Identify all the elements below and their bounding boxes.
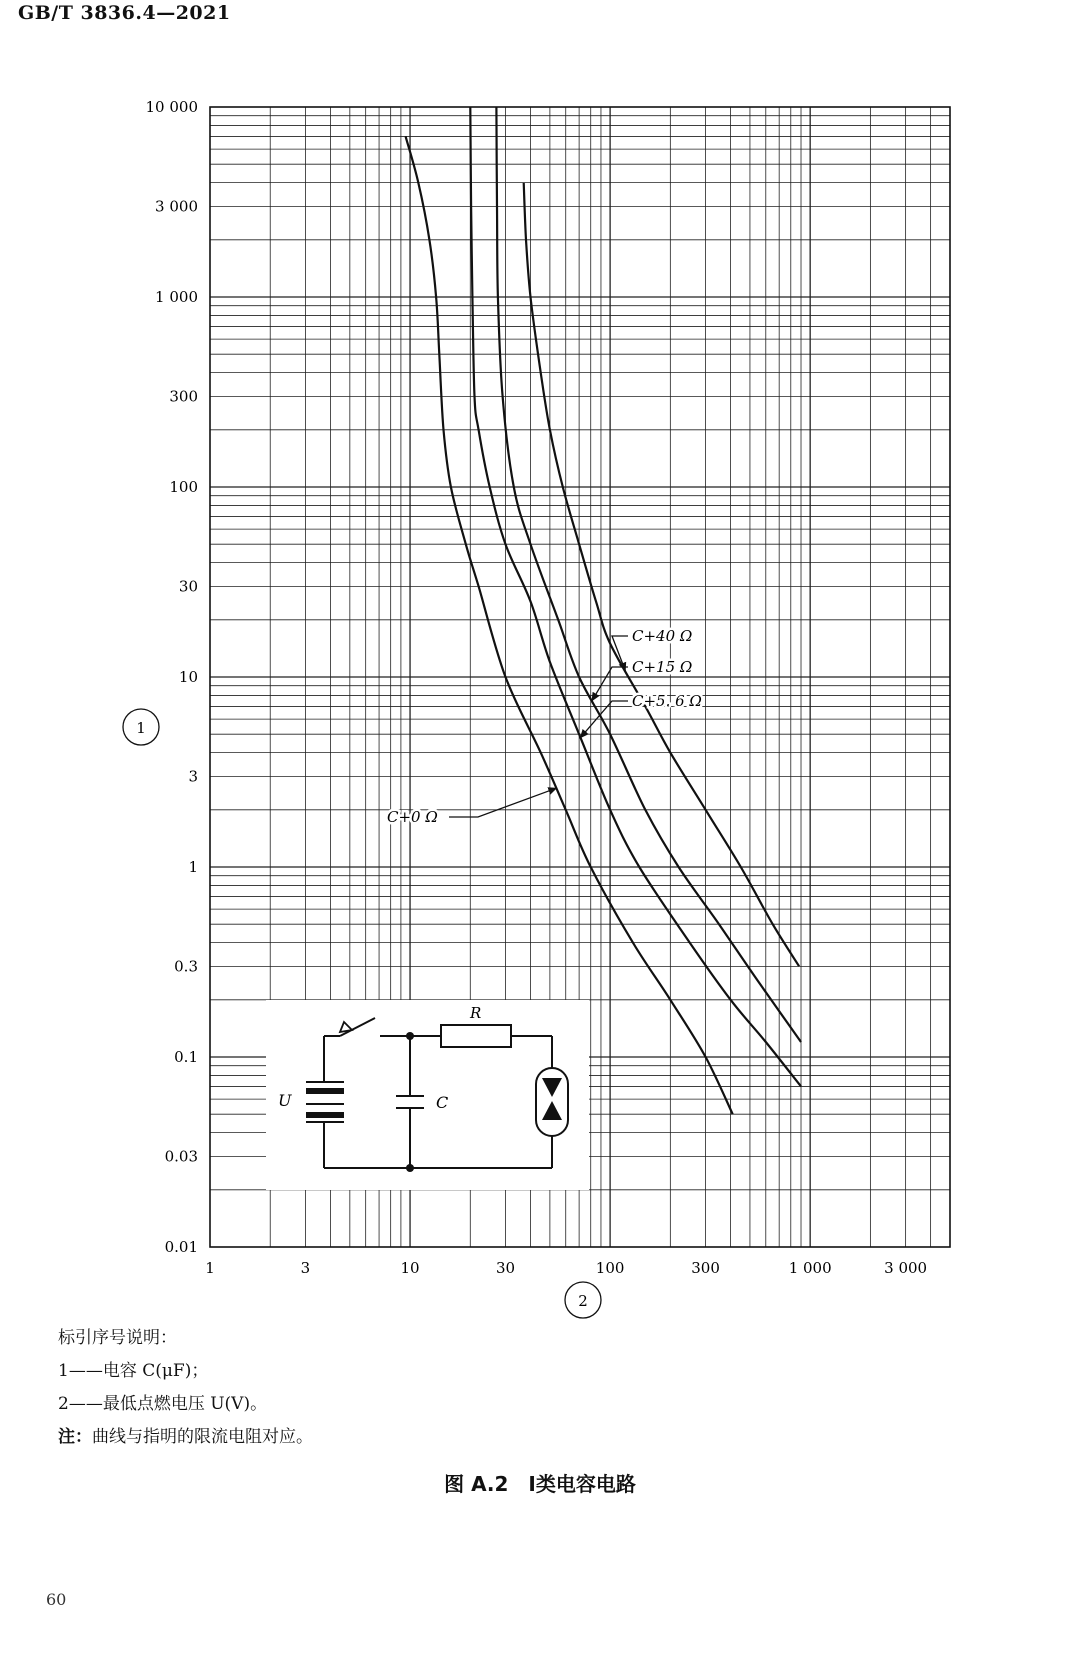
annotation-leader (449, 788, 556, 817)
x-tick-label: 3 000 (884, 1259, 928, 1277)
legend-item-capacitance: 1——电容 C(μF)； (58, 1361, 209, 1381)
series-line-0 (406, 136, 733, 1114)
figure-caption: 图 A.2 Ⅰ类电容电路 (444, 1472, 636, 1496)
label-resistor: R (470, 1004, 482, 1022)
y-tick-label: 0.1 (174, 1048, 198, 1066)
x-tick-label: 3 (300, 1259, 311, 1277)
x-tick-label: 300 (691, 1259, 720, 1277)
battery-plate-1 (306, 1088, 344, 1094)
y-tick-label: 1 000 (155, 288, 198, 306)
x-tick-label: 10 (400, 1259, 420, 1277)
y-tick-label: 100 (169, 478, 198, 496)
y-tick-label: 0.01 (164, 1238, 198, 1256)
annotation-label: C+0 Ω (387, 808, 438, 826)
y-tick-label: 300 (169, 387, 198, 406)
curve-annotations (387, 627, 702, 826)
y-axis-marker-text: 1 (136, 719, 146, 737)
legend-block (58, 1322, 313, 1454)
note (58, 1421, 313, 1454)
label-voltage: U (278, 1091, 292, 1110)
page-number: 60 (46, 1590, 67, 1609)
note-text: 曲线与指明的限流电阻对应。 (92, 1427, 313, 1447)
y-tick-label: 0.3 (174, 957, 198, 976)
x-tick-label: 1 (205, 1259, 215, 1277)
series-line-2 (496, 107, 801, 1042)
series-line-3 (524, 183, 799, 967)
chart-curves (406, 107, 801, 1114)
x-axis-marker-text: 2 (578, 1292, 588, 1310)
inset-background (266, 1000, 589, 1190)
label-capacitor: C (436, 1093, 449, 1112)
x-tick-label: 100 (595, 1259, 625, 1277)
y-tick-label: 1 (188, 858, 198, 876)
annotation-label: C+40 Ω (632, 627, 693, 645)
series-line-1 (470, 107, 801, 1086)
note-label: 注： (58, 1427, 92, 1447)
circuit-inset (266, 1000, 589, 1190)
annotation-label: C+15 Ω (632, 658, 693, 676)
x-tick-label: 1 000 (788, 1259, 832, 1277)
annotation-label: C+5. 6 Ω (632, 692, 702, 710)
y-tick-label: 0.03 (164, 1147, 198, 1166)
y-tick-label: 10 (178, 668, 198, 686)
legend-title: 标引序号说明： (58, 1328, 177, 1348)
x-tick-label: 30 (495, 1259, 516, 1277)
legend-item-voltage: 2——最低点燃电压 U(V)。 (58, 1394, 268, 1414)
y-tick-label: 3 (188, 767, 198, 786)
document-header: GB/T 3836.4—2021 (18, 2, 231, 24)
junction-top (406, 1032, 414, 1040)
junction-bottom (406, 1164, 414, 1172)
y-tick-label: 3 000 (155, 197, 198, 216)
battery-plate-3 (306, 1112, 344, 1118)
y-tick-label: 30 (178, 577, 198, 596)
y-tick-label: 10 000 (145, 98, 198, 116)
